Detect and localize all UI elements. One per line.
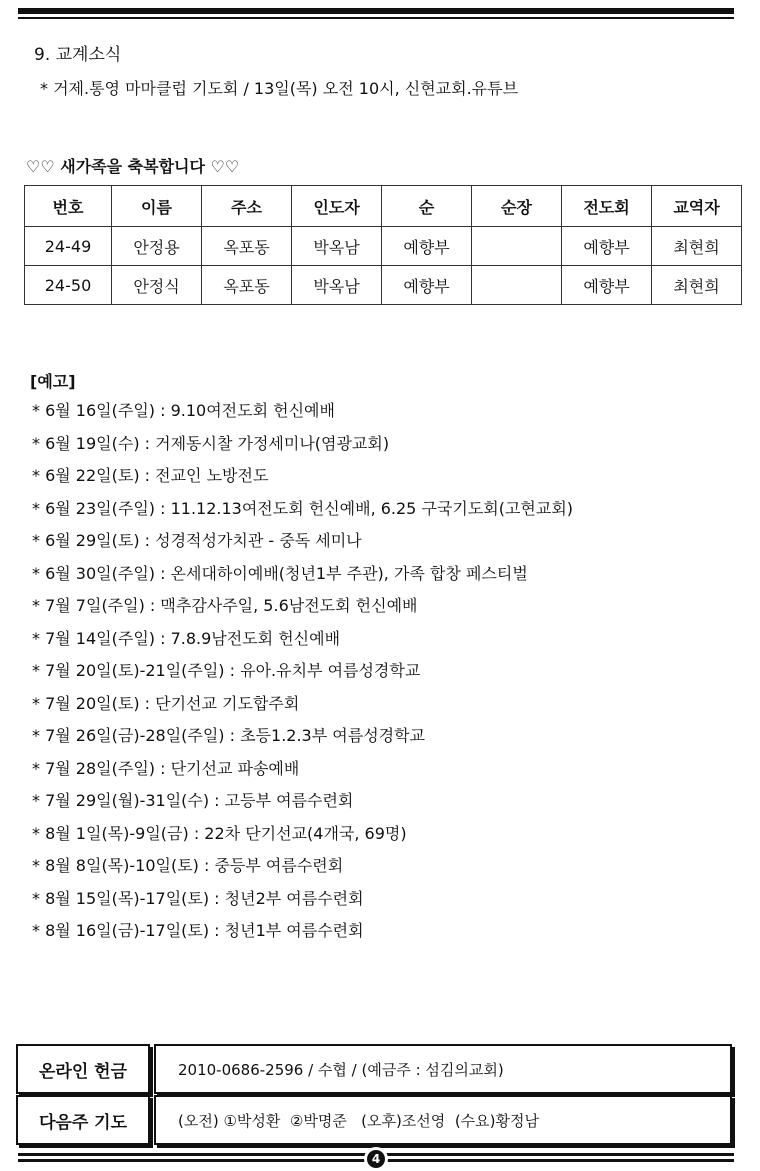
table-cell bbox=[472, 227, 562, 266]
table-cell: 최현희 bbox=[652, 266, 742, 305]
online-offering-value: 2010-0686-2596 / 수협 / (예금주 : 섬김의교회) bbox=[178, 1060, 504, 1079]
announcements-list bbox=[32, 398, 573, 951]
list-item: * 8월 15일(목)-17일(토) : 청년2부 여름수련회 bbox=[32, 888, 364, 908]
table-cell: 예향부 bbox=[382, 266, 472, 305]
header-cell: 이름 bbox=[112, 186, 202, 227]
table-row bbox=[25, 266, 742, 305]
list-item: * 6월 19일(수) : 거제동시찰 가정세미나(염광교회) bbox=[32, 433, 390, 453]
online-offering-label: 온라인 헌금 bbox=[16, 1044, 150, 1094]
top-rule bbox=[18, 8, 734, 20]
table-cell: 24-49 bbox=[25, 227, 112, 266]
header-cell: 순장 bbox=[472, 186, 562, 227]
page-number-badge: 4 bbox=[367, 1150, 385, 1168]
section-title: 9. 교계소식 bbox=[34, 45, 122, 65]
table-cell: 예향부 bbox=[562, 266, 652, 305]
new-family-table bbox=[24, 185, 742, 305]
list-item: * 7월 29일(월)-31일(수) : 고등부 여름수련회 bbox=[32, 791, 354, 810]
list-item: * 8월 1일(목)-9일(금) : 22차 단기선교(4개국, 69명) bbox=[32, 823, 407, 843]
online-offering-row bbox=[16, 1044, 732, 1094]
table-cell bbox=[472, 266, 562, 305]
list-item: * 6월 30일(주일) : 온세대하이예배(청년1부 주관), 가족 합창 페스티벌 bbox=[32, 563, 528, 583]
header-cell: 번호 bbox=[25, 186, 112, 227]
table-cell: 안정식 bbox=[112, 266, 202, 305]
header-cell: 순 bbox=[382, 186, 472, 227]
table-cell: 24-50 bbox=[25, 266, 112, 305]
list-item: * 7월 20일(토)-21일(주일) : 유아.유치부 여름성경학교 bbox=[32, 661, 421, 680]
table-cell: 최현희 bbox=[652, 227, 742, 266]
header-cell: 전도회 bbox=[562, 186, 652, 227]
top-rule-thin bbox=[18, 17, 734, 19]
list-item: * 6월 22일(토) : 전교인 노방전도 bbox=[32, 466, 269, 485]
next-prayer-box bbox=[154, 1095, 732, 1145]
table-cell: 예향부 bbox=[382, 227, 472, 266]
list-item: * 7월 28일(주일) : 단기선교 파송예배 bbox=[32, 758, 300, 778]
list-item: * 7월 26일(금)-28일(주일) : 초등1.2.3부 여름성경학교 bbox=[32, 726, 426, 745]
table-cell: 옥포동 bbox=[202, 266, 292, 305]
bottom-rule bbox=[18, 1151, 734, 1165]
header-cell: 교역자 bbox=[652, 186, 742, 227]
table-cell: 박옥남 bbox=[292, 227, 382, 266]
list-item: * 7월 7일(주일) : 맥추감사주일, 5.6남전도회 헌신예배 bbox=[32, 596, 418, 615]
list-item: * 6월 23일(주일) : 11.12.13여전도회 헌신예배, 6.25 구국기도회(고현교회) bbox=[32, 498, 574, 518]
list-item: * 7월 14일(주일) : 7.8.9남전도회 헌신예배 bbox=[32, 628, 341, 648]
next-prayer-label: 다음주 기도 bbox=[16, 1095, 150, 1145]
table-cell: 예향부 bbox=[562, 227, 652, 266]
list-item: * 6월 29일(토) : 성경적성가치관 - 중독 세미나 bbox=[32, 531, 362, 550]
section-item: * 거제.통영 마마클럽 기도회 / 13일(목) 오전 10시, 신현교회.유튜브 bbox=[40, 79, 519, 98]
header-cell: 인도자 bbox=[292, 186, 382, 227]
list-item: * 6월 16일(주일) : 9.10여전도회 헌신예배 bbox=[32, 401, 335, 420]
online-offering-box bbox=[154, 1044, 732, 1094]
list-item: * 8월 16일(금)-17일(토) : 청년1부 여름수련회 bbox=[32, 921, 364, 940]
list-item: * 7월 20일(토) : 단기선교 기도합주회 bbox=[32, 693, 300, 713]
table-cell: 박옥남 bbox=[292, 266, 382, 305]
header-cell: 주소 bbox=[202, 186, 292, 227]
announcements-title: [예고] bbox=[30, 372, 76, 391]
next-prayer-value: (오전) ①박성환 ②박명준 (오후)조선영 (수요)황정남 bbox=[178, 1111, 539, 1130]
list-item: * 8월 8일(목)-10일(토) : 중등부 여름수련회 bbox=[32, 856, 344, 875]
top-rule-thick bbox=[18, 8, 734, 14]
table-header-row bbox=[25, 186, 742, 227]
next-prayer-row bbox=[16, 1095, 732, 1145]
table-cell: 안정용 bbox=[112, 227, 202, 266]
new-family-heading: ♡♡ 새가족을 축복합니다 ♡♡ bbox=[26, 157, 240, 176]
table-cell: 옥포동 bbox=[202, 227, 292, 266]
table-row bbox=[25, 227, 742, 266]
